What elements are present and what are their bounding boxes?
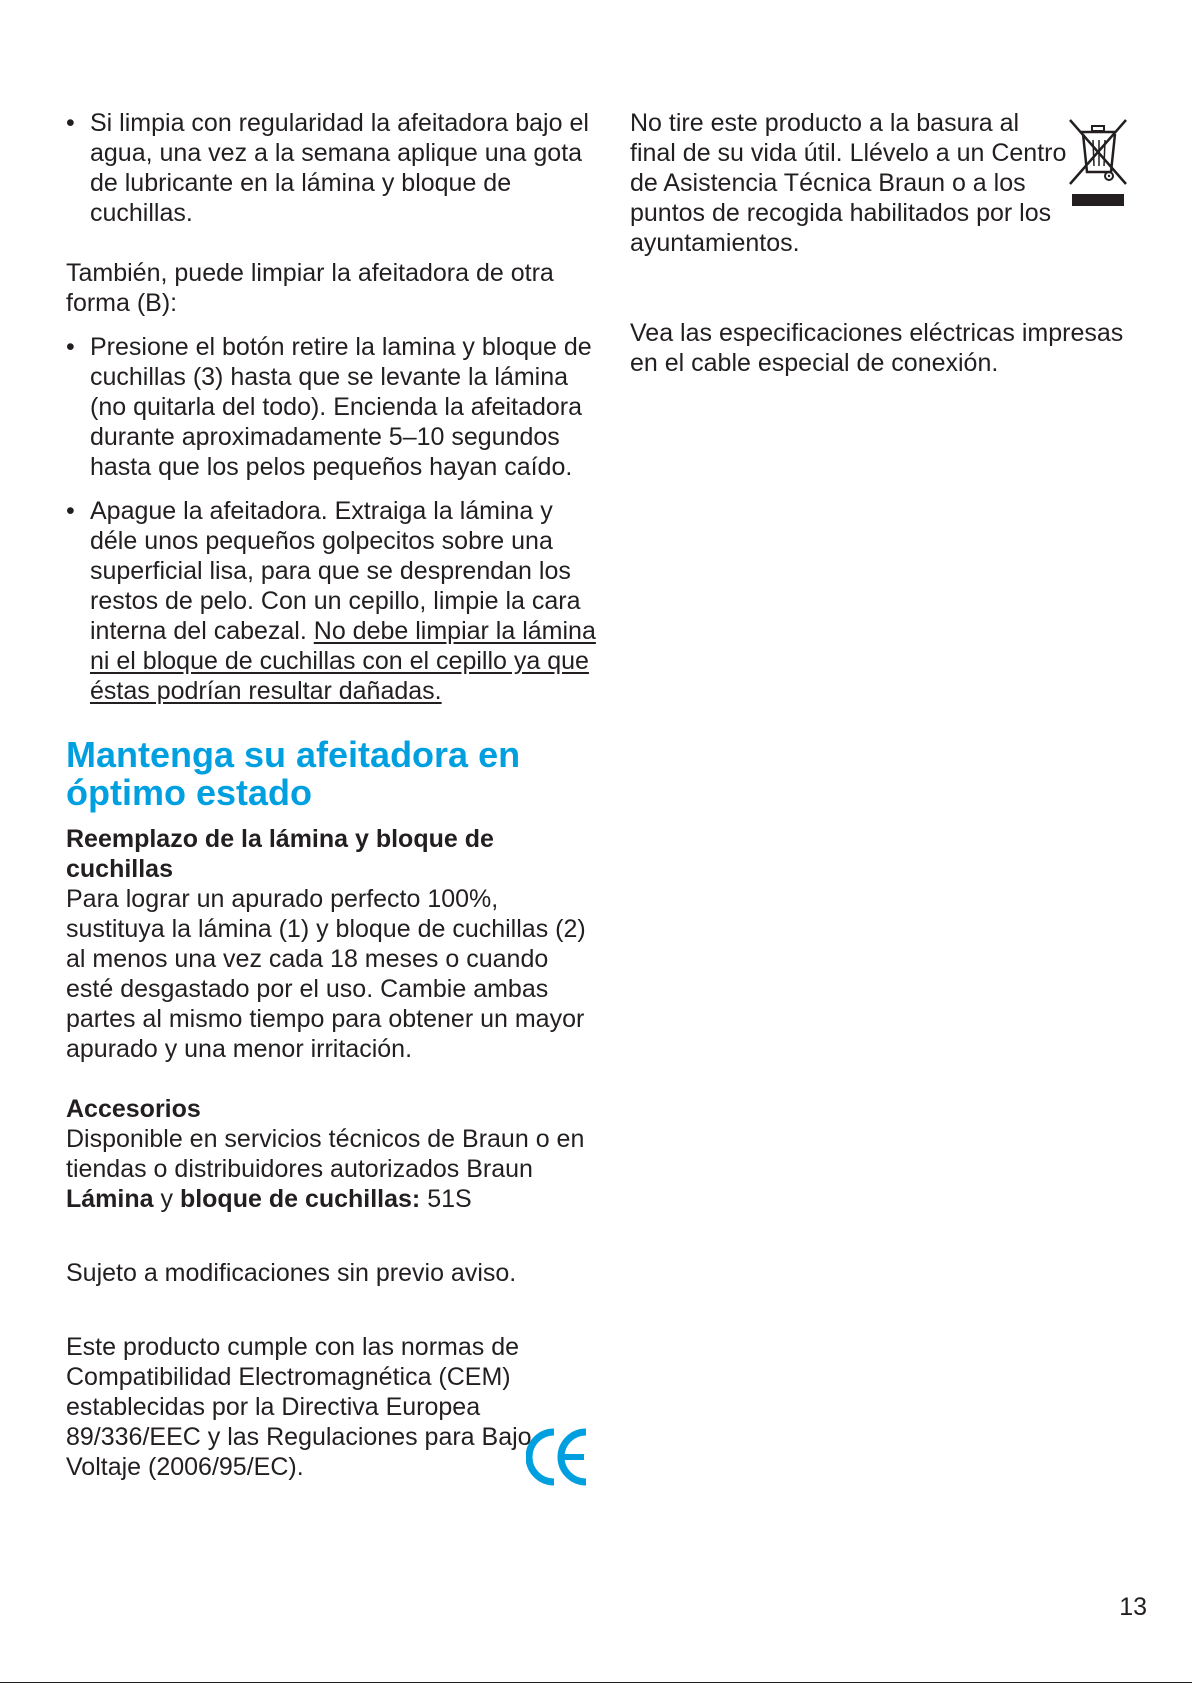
modification-notice: Sujeto a modificaciones sin previo aviso. [66,1259,517,1287]
bullet-text-lubricate: Si limpia con regularidad la afeitadora bajo el agua, una vez a la semana aplique una gota de lubricante en la lámina y bloque de cuchillas. [90,109,589,227]
ce-compliance-text: Este producto cumple con las normas de Compatibilidad Electromagnética (CEM) establecidas por la Directiva Europea 89/336/EEC y las Regulaciones para Bajo Voltaje (2006/95/EC). [66,1333,532,1481]
accessories-model: 51S [420,1185,472,1213]
warning-underlined-text: No debe limpiar la lámina ni el bloque de cuchillas con el cepillo ya que éstas podrían resultar dañadas. [90,617,596,705]
disposal-block [630,108,1150,258]
accessories-text [66,1124,598,1214]
bullet-text-press-button: Presione el botón retire la lamina y bloque de cuchillas (3) hasta que se levante la lámina (no quitarla del todo). Encienda la afeitadora durante aproximadamente 5–10 segundos hasta que los pelos pequeños hayan caído. [90,333,592,481]
replacement-heading: Reemplazo de la lámina y bloque de cuchillas [66,825,494,883]
electrical-specs-text: Vea las especificaciones eléctricas impresas en el cable especial de conexión. [630,319,1124,377]
accessories-heading: Accesorios [66,1095,201,1123]
accessories-cutter-label: bloque de cuchillas: [179,1185,421,1213]
right-column [630,108,1150,378]
crossed-out-wheelie-bin-icon [1066,114,1130,208]
accessories-availability: Disponible en servicios técnicos de Braun o en tiendas o distribuidores autorizados Braun [66,1125,585,1183]
bullet-text-switch-off: Apague la afeitadora. Extraiga la lámina y déle unos pequeños golpecitos sobre una superficial lisa, para que se desprendan los restos de pelo. Con un cepillo, limpie la cara interna del cabezal. [90,497,581,645]
bullet-item [66,332,598,482]
cleaning-method-b-intro: También, puede limpiar la afeitadora de otra forma (B): [66,259,554,317]
bottom-rule [0,1682,1192,1683]
ce-mark-icon [526,1428,590,1486]
bullet-item [66,496,598,706]
bullet-dot: • [66,109,75,137]
replacement-text: Para lograr un apurado perfecto 100%, sustituya la lámina (1) y bloque de cuchillas (2) al menos una vez cada 18 meses o cuando esté desgastado por el uso. Cambie ambas partes al mismo tiempo para obtener un mayor apurado y una menor irritación. [66,885,586,1063]
left-column [66,108,598,1482]
accessories-foil-label: Lámina [66,1185,154,1213]
accessories-conjunction: y [153,1185,180,1213]
section-title: Mantenga su afeitadora en óptimo estado [66,734,521,813]
page-number: 13 [1119,1593,1147,1621]
bullet-dot: • [66,497,75,525]
bullet-item [66,108,598,228]
bullet-dot: • [66,333,75,361]
disposal-text: No tire este producto a la basura al final de su vida útil. Llévelo a un Centro de Asistencia Técnica Braun o a los puntos de recogida habilitados por los ayuntamientos. [630,109,1067,257]
